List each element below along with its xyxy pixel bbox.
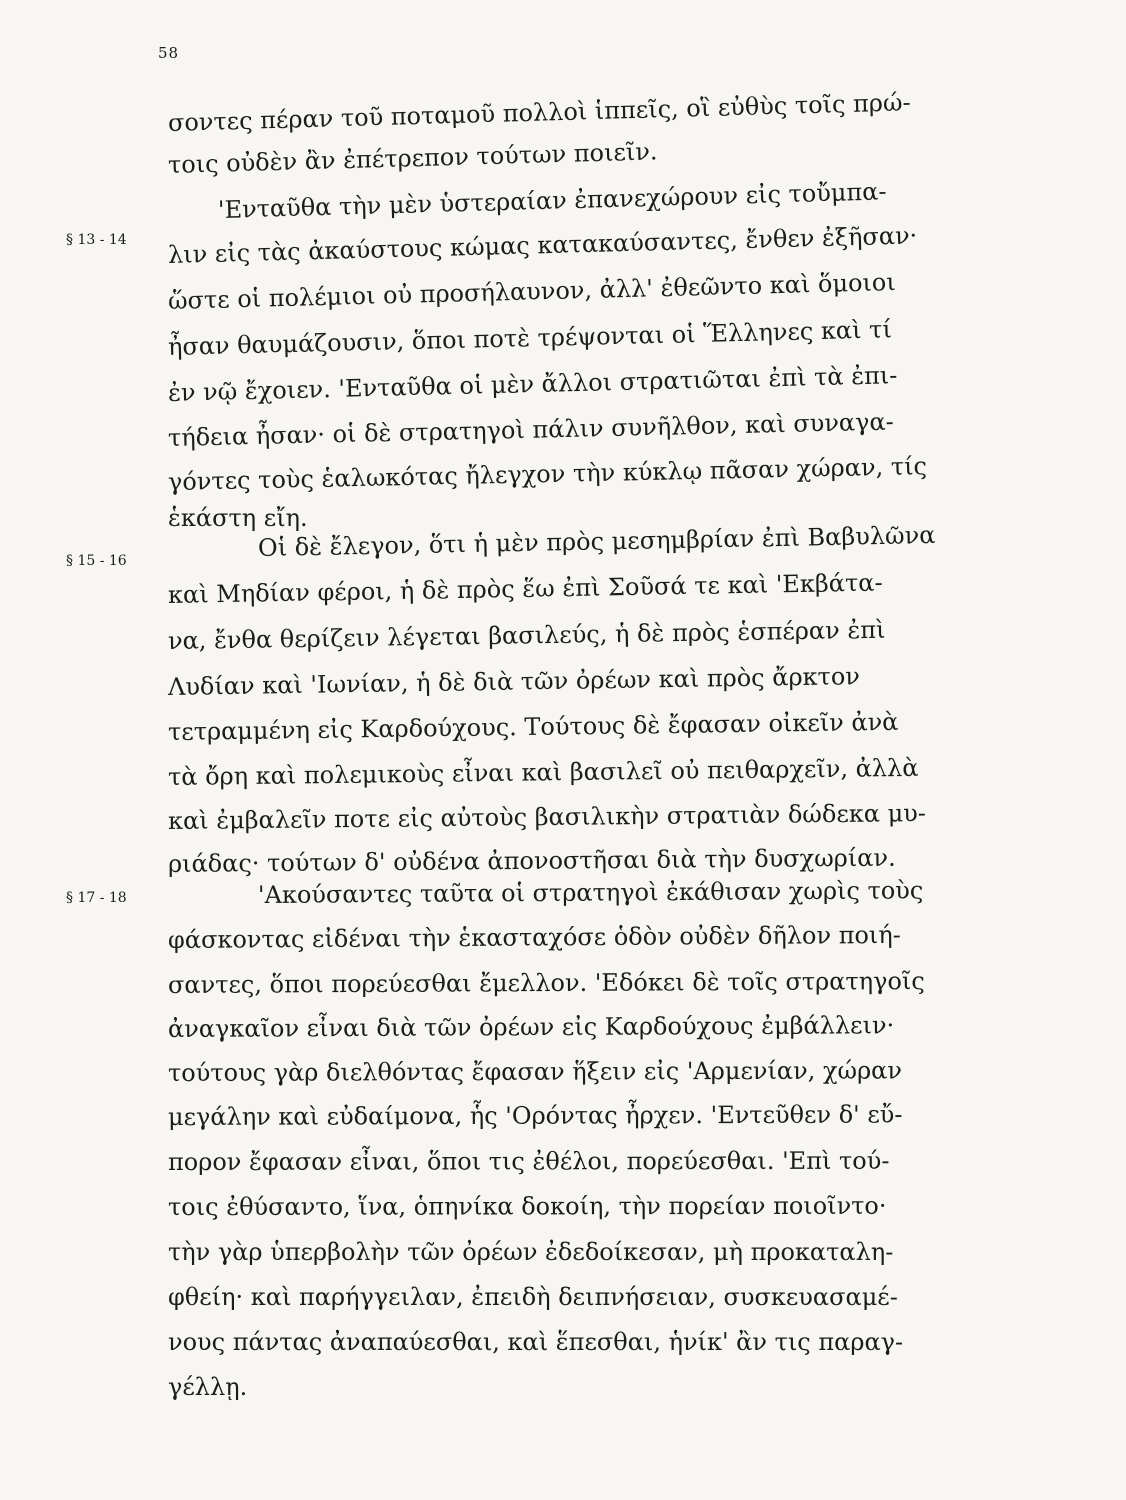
- text-line: καὶ ἐμβαλεῖν ποτε εἰς αὐτοὺς βασιλικὴν στρατιὰν δώδεκα μυ-: [167, 799, 927, 835]
- text-line: τοις οὐδὲν ἂν ἐπέτρεπον τούτων ποιεῖν.: [167, 137, 658, 179]
- text-line: γέλλῃ.: [168, 1373, 248, 1401]
- text-line: πορον ἔφασαν εἶναι, ὅποι τις ἐθέλοι, πορεύεσθαι. 'Επὶ τού-: [167, 1146, 890, 1176]
- section-ref-17-18: § 17 - 18: [66, 890, 127, 906]
- text-line: Λυδίαν καὶ 'Ιωνίαν, ἡ δὲ διὰ τῶν ὀρέων καὶ πρὸς ἄρκτον: [167, 662, 861, 701]
- section-ref-13-14: § 13 - 14: [66, 232, 127, 248]
- text-line: σοντες πέραν τοῦ ποταμοῦ πολλοὶ ἱππεῖς, οἳ εὐθὺς τοῖς πρώ-: [167, 88, 911, 137]
- text-line: ἐν νῷ ἔχοιεν. 'Ενταῦθα οἱ μὲν ἄλλοι στρατιῶται ἐπὶ τὰ ἐπι-: [167, 361, 898, 407]
- text-line: γόντες τοὺς ἑαλωκότας ἤλεγχον τὴν κύκλῳ πᾶσαν χώραν, τίς: [167, 452, 928, 496]
- text-line: σαντες, ὅποι πορεύεσθαι ἔμελλον. 'Εδόκει δὲ τοῖς στρατηγοῖς: [167, 967, 925, 999]
- text-line: Οἱ δὲ ἔλεγον, ὅτι ἡ μὲν πρὸς μεσημβρίαν ἐπὶ Βαβυλῶνα: [257, 520, 936, 562]
- text-line: μεγάλην καὶ εὐδαίμονα, ἧς 'Ορόντας ἦρχεν. 'Εντεῦθεν δ' εὔ-: [167, 1100, 903, 1131]
- text-line: τετραμμένη εἰς Καρδούχους. Τούτους δὲ ἔφασαν οἰκεῖν ἀνὰ: [167, 707, 899, 746]
- text-line: τήδεια ἦσαν· οἱ δὲ στρατηγοὶ πάλιν συνῆλθον, καὶ συναγα-: [167, 407, 895, 452]
- text-line: ὥστε οἱ πολέμιοι οὐ προσήλαυνον, ἀλλ' ἐθεῶντο καὶ ὅμοιοι: [167, 267, 897, 315]
- text-line: τὴν γὰρ ὑπερβολὴν τῶν ὀρέων ἐδεδοίκεσαν, μὴ προκαταλη-: [168, 1238, 894, 1266]
- text-line: ἑκάστη εἴη.: [168, 504, 308, 532]
- section-ref-15-16: § 15 - 16: [66, 553, 127, 569]
- text-line: ἦσαν θαυμάζουσιν, ὅποι ποτὲ τρέψονται οἱ Ἕλληνες καὶ τί: [167, 315, 893, 361]
- text-line: τοις ἐθύσαντο, ἵνα, ὁπηνίκα δοκοίη, τὴν πορείαν ποιοῖντο·: [167, 1191, 887, 1221]
- text-line: τὰ ὄρη καὶ πολεμικοὺς εἶναι καὶ βασιλεῖ οὐ πειθαρχεῖν, ἀλλὰ: [167, 753, 919, 791]
- text-line: φάσκοντας εἰδέναι τὴν ἑκασταχόσε ὁδὸν οὐδὲν δῆλον ποιή-: [167, 920, 901, 954]
- text-line: 'Ακούσαντες ταῦτα οἱ στρατηγοὶ ἐκάθισαν χωρὶς τοὺς: [257, 876, 924, 909]
- text-line: ριάδας· τούτων δ' οὐδένα ἀπονοστῆσαι διὰ τὴν δυσχωρίαν.: [167, 843, 896, 878]
- text-line: καὶ Μηδίαν φέροι, ἡ δὲ πρὸς ἕω ἐπὶ Σοῦσά τε καὶ 'Εκβάτα-: [167, 568, 883, 609]
- page-number: 58: [158, 44, 180, 62]
- text-line: 'Ενταῦθα τὴν μὲν ὑστεραίαν ἐπανεχώρουν εἰς τοὔμπα-: [217, 177, 887, 224]
- text-line: τούτους γὰρ διελθόντας ἔφασαν ἥξειν εἰς 'Αρμενίαν, χώραν: [167, 1056, 903, 1087]
- text-line: φθείη· καὶ παρήγγειλαν, ἐπειδὴ δειπνήσειαν, συσκευασαμέ-: [168, 1283, 898, 1311]
- text-line: νους πάντας ἀναπαύεσθαι, καὶ ἕπεσθαι, ἡνίκ' ἂν τις παραγ-: [168, 1328, 904, 1356]
- text-line: ἀναγκαῖον εἶναι διὰ τῶν ὀρέων εἰς Καρδούχους ἐμβάλλειν·: [167, 1011, 895, 1043]
- text-line: να, ἔνθα θερίζειν λέγεται βασιλεύς, ἡ δὲ πρὸς ἑσπέραν ἐπὶ: [167, 615, 886, 655]
- text-line: λιν εἰς τὰς ἀκαύστους κώμας κατακαύσαντες, ἔνθεν ἐξῆσαν·: [167, 221, 918, 269]
